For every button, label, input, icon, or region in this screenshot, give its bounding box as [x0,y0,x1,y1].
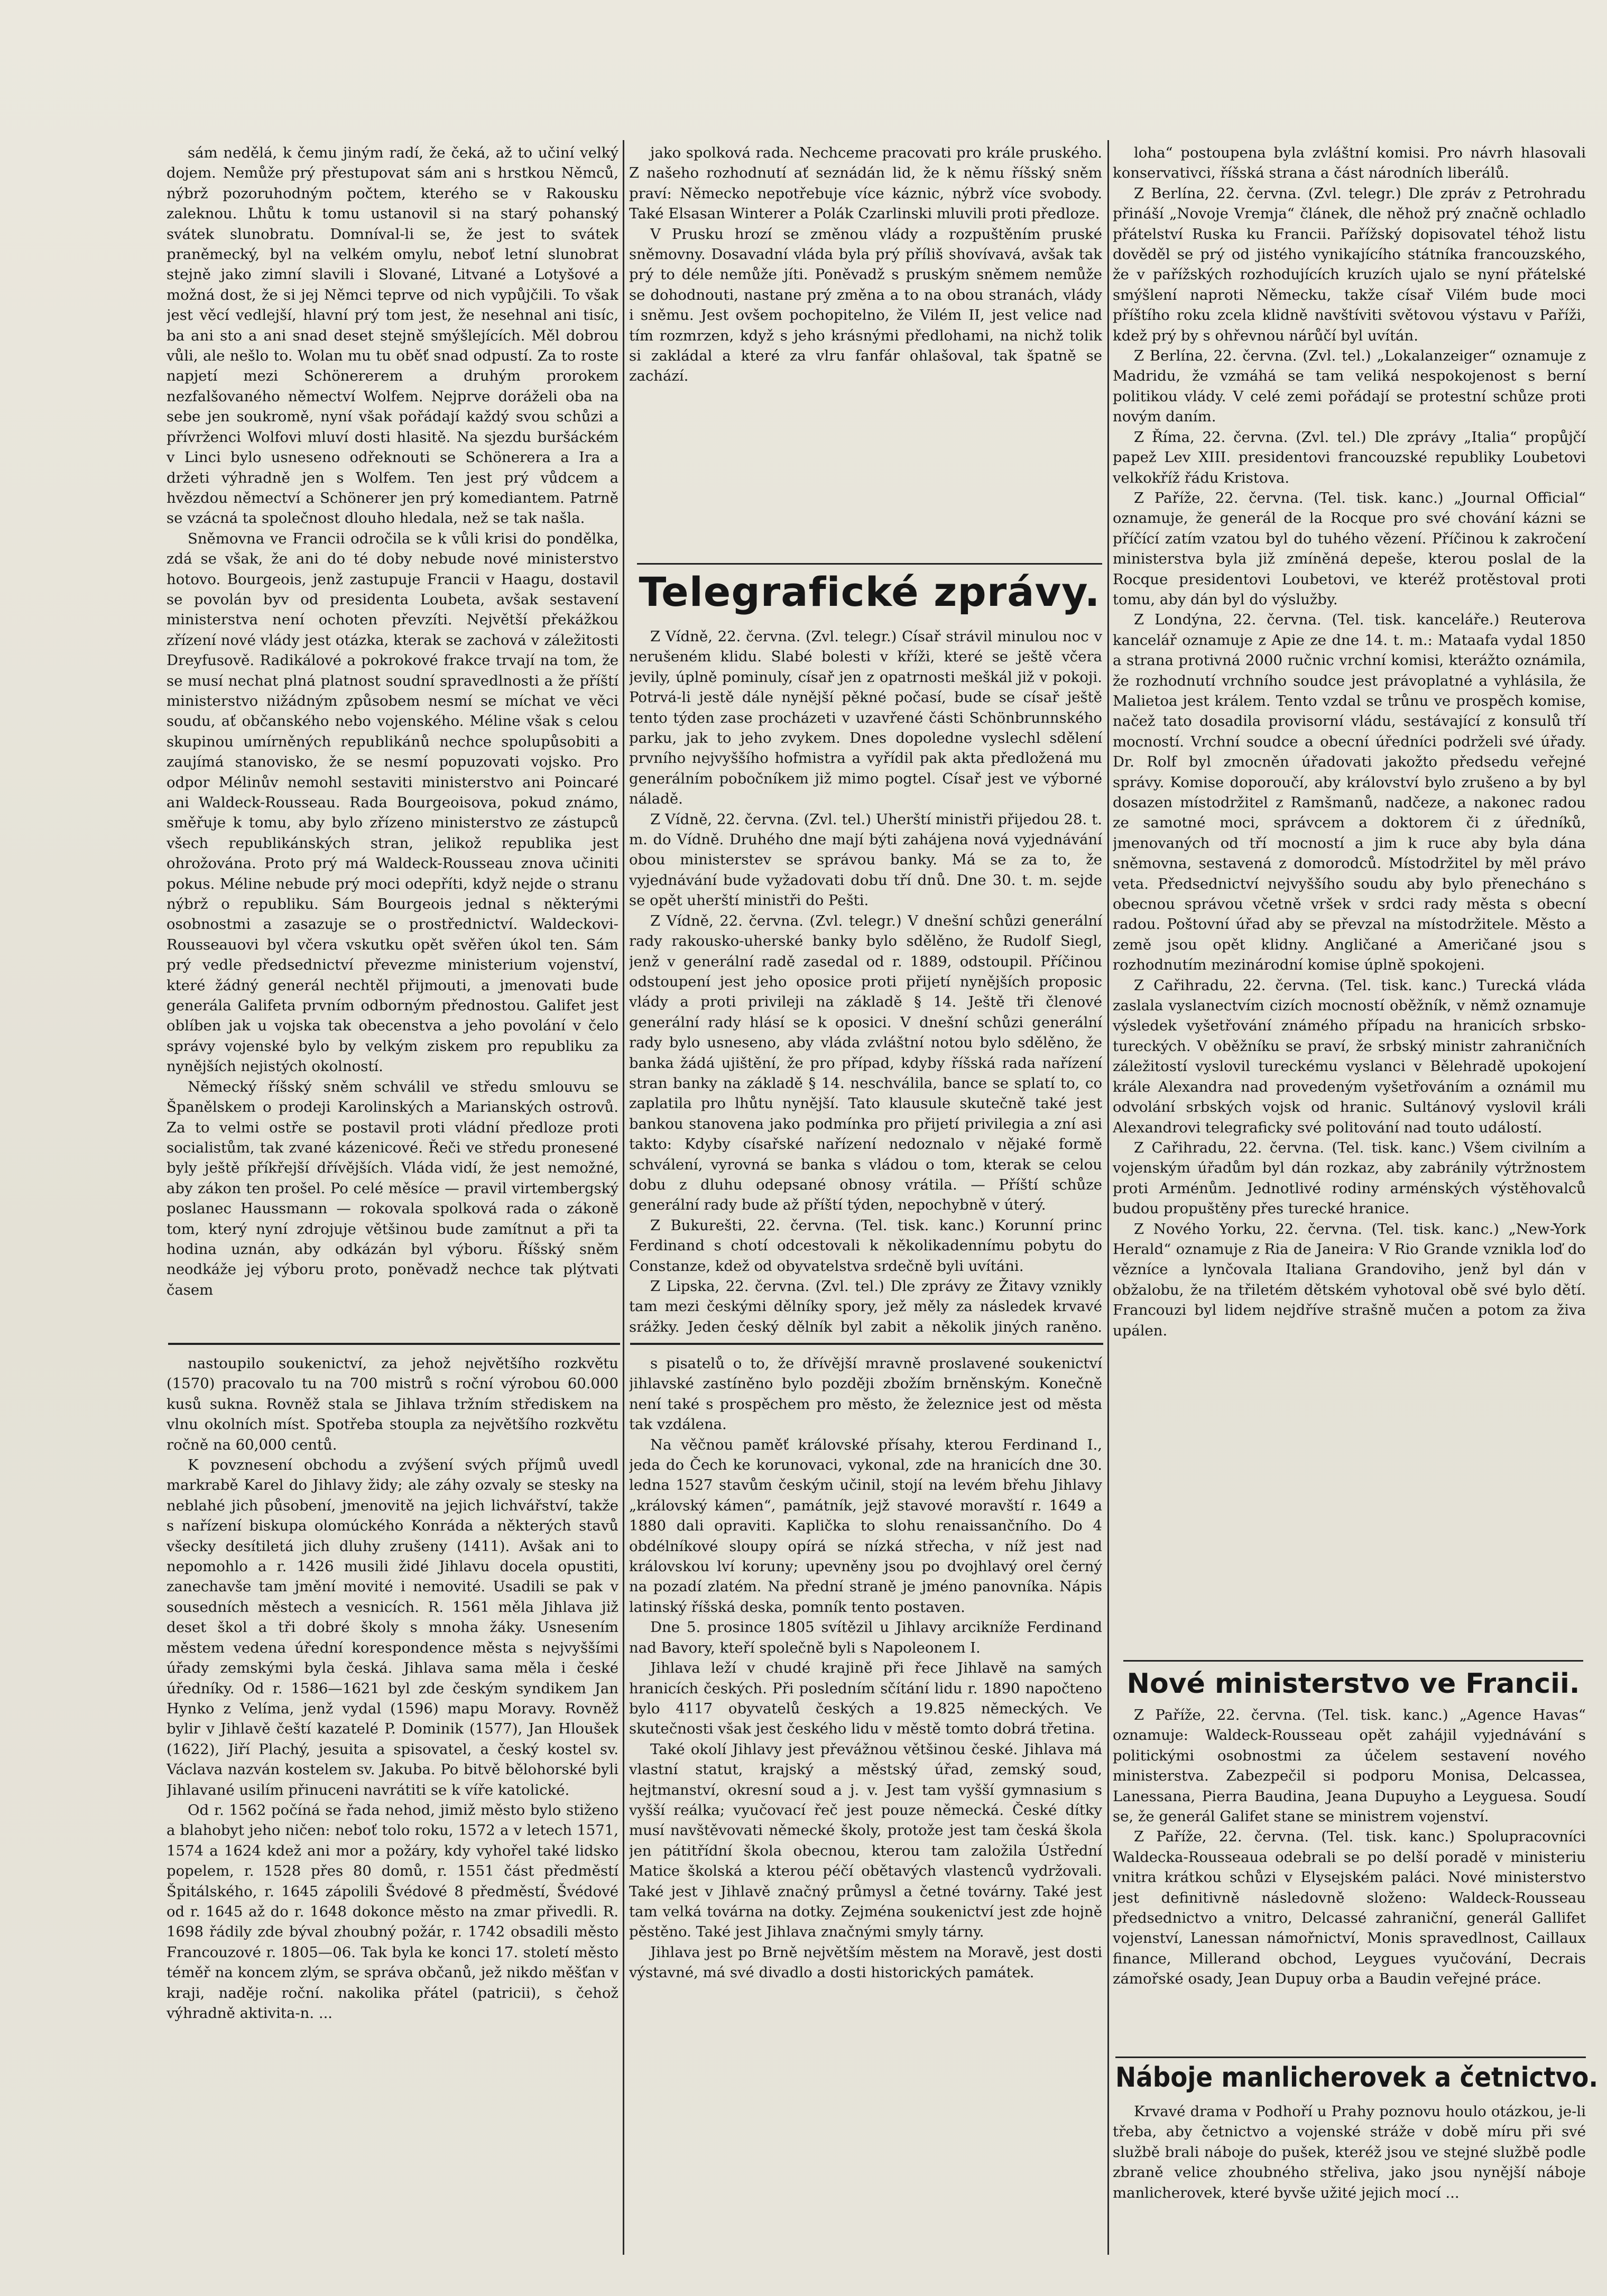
telegram: Z Vídně, 22. června. (Zvl. telegr.) Císař strávil minulou noc v nerušeném klidu. Slabé bolesti v kříži, které se ještě včera jevily, úplně pominuly, císař jen z opatrnosti meškál již v pokoji. Potrvá-li jestě dále nynější pěkné počasí, bude se císař ještě tento týden zase procházeti v uzavřené části Schönbrunnského parku, jak to jeho zvykem. Dnes dopoledne vyslechl sdělení prvního nejvyššího hofmistra a vyřídil pak akta předložená mu generálním pobočníkem již mimo pogtel. Císař jest ve výborné náladě. [629,628,1102,808]
paragraph: Dne 5. prosince 1805 svítězil u Jihlavy arcikníže Ferdinand nad Bavory, kteří společně byli s Napoleonem I. [629,1619,1102,1656]
section-rule-left [168,1343,620,1345]
telegram: loha“ postoupena byla zvláštní komisi. Pro návrh hlasovali konservativci, říšská strana a část národních liberálů. [1113,144,1586,182]
telegrams-heading: Telegrafické zprávy. [639,568,1101,615]
ministry-heading: Nové ministerstvo ve Francii. [1126,1668,1580,1700]
column-1-lower [167,1353,618,2136]
telegram: Z Paříže, 22. června. (Tel. tisk. kanc.) „Agence Havas“ oznamuje: Waldeck-Rousseau opět zahájil vyjednávání s politickými osobnostmi za účelem sestavení nového ministerstva. Zabezpečil si podporu Monisa, Delcassea, Lanessana, Pierra Baudina, Jeana Dupuyho a Leyguesa. Soudí se, že generál Galifet stane se ministrem vojenství. [1113,1707,1586,1825]
paragraph: Sněmovna ve Francii odročila se k vůli krisi do pondělka, zdá se však, že ani do té doby nebude nové ministerstvo hotovo. Bourgeois, jenž zastupuje Francii v Haagu, dostavil se povolán byv od presidenta Loubeta, avšak sestavení ministerstva není ochoten převzíti. Největší překážkou zřízení nové vlády jest otázka, kterak se zachová v záležitosti Dreyfusově. Radikálové a pokrokové frakce trvají na tom, že se musí nechat plná platnost soudní spravedlnosti a že příští ministerstvo nižádným způsobem nesmí se míchat ve věci soudu, ať občanského nebo vojenského. Méline však s celou skupinou umírněných republikánů nechce spolupůsobiti a zaujímá stanovisko, že se nesmí popuzovati vojsko. Pro odpor Mélinův nemohl sestaviti ministerstvo ani Poincaré ani Waldeck-Rousseau. Rada Bourgeoisova, pokud známo, směřuje k tomu, aby bylo zřízeno ministerstvo ze zástupců všech republikánských stran, jelikož republika jest ohrožována. Proto prý má Waldeck-Rousseau znova učiniti pokus. Méline nebude prý moci odepříti, když nejde o stranu nýbrž o republiku. Sám Bourgeois jednal s některými osobnostmi a zasazuje se o prostřednictví. Waldeckovi-Rousseauovi byl včera vskutku opět svěřen úkol ten. Sám prý vedle předsednictví převezme ministerium vojenství, které žádný generál nechtěl přijmouti, a jmenovati bude generála Galifeta prvním odborným přednostou. Galifet jest oblíben jak u vojska tak obecenstva a jeho povolání v čelo správy vojenské bylo by velkým ziskem pro republiku za nynějších nejistých okolností. [167,530,618,1075]
telegram: Z Nového Yorku, 22. června. (Tel. tisk. kanc.) „New-York Herald“ oznamuje z Ria de Janeira: V Rio Grande vznikla loď do vězníce a lynčovala Italiana Grandoviho, jenž byl dán v obžalobu, že na třiletém dětském vyhotoval obě své bylo dětí. Francouzi byl lidem nejdříve strašně mučen a potom za živa upálen. [1113,1220,1586,1339]
paragraph: Jihlava jest po Brně největším městem na Moravě, jest dosti výstavné, má své divadlo a dosti historických památek. [629,1943,1102,1981]
section-rule-middle [630,1343,1103,1345]
heading-rule-top [637,563,1102,565]
paragraph: Krvavé drama v Podhoří u Prahy poznovu houlo otázkou, je-li třeba, aby četnictvo a vojenské stráže v době míru při své službě brali náboje do pušek, kteréž jsou ve stejné službě podle zbraně velice zhoubného střeliva, jako jsou nynější náboje manlicherovek, které byvše užité jejich mocí ... [1113,2103,1586,2201]
telegram: Z Paříže, 22. června. (Tel. tisk. kanc.) „Journal Official“ oznamuje, že generál de la Rocque pro své chování kázni se příčící zatím vzatou byl do tuhého vězení. Příčinou k zakročení ministerstva byla již zmíněná depeše, kterou poslal de la Rocque presidentovi Loubetovi, ve kteréž protěstoval proti tomu, aby dán byl do výslužby. [1113,489,1586,608]
ammo-heading: Náboje manlicherovek a četnictvo. [1115,2062,1599,2094]
column-3-lower [1113,2101,1586,2207]
column-2-lower [629,1353,1102,2136]
telegram: Z Říma, 22. června. (Zvl. tel.) Dle zprávy „Italia“ propůjčí papež Lev XIII. presidentovi francouzské republiky Loubetovi velkokříž řádu Kristova. [1113,428,1586,486]
paragraph: Německý říšský sněm schválil ve středu smlouvu se Španělskem o prodeji Karolinských a Marianských ostrovů. Za to velmi ostře se postavil proti vládní předloze proti socialistům, tak zvané kázenicové. Řeči ve středu pronesené byly ještě příkřejší dřívějších. Vláda vidí, že jest nemožné, aby zákon ten prošel. Po celé měsíce — pravil virtembergský poslanec Haussmann — rokovala spolková rada o zákoně tom, který nyní zdrojuje většinou bude zamítnut a při ta hodina uznán, aby odkázán byl výboru. Říšský sněm neodkáže jej výboru proto, poněvadž nechce tak plýtvati časem [167,1078,618,1298]
heading-rule-ministry [1123,1660,1583,1662]
paragraph: sám nedělá, k čemu jiným radí, že čeká, až to učiní velký dojem. Nemůže prý přestupovat sám ani s hrstkou Němců, nýbrž pozoruhodným počtem, kterého se v Rakousku zaleknou. Lhůtu k tomu ustanovil si na starý pohanský svátek slunobratu. Domníval-li se, že jest to svátek praněmecký, byl na velkém omylu, neboť letní slunobrat stejně jako zimní slavili i Slované, Litvané a Lotyšové a možná dost, že si jej Němci teprve od nich vypůjčili. To však jest věcí vedlejší, hlavní prý tom jest, že nesehnal ani tisíc, ba ani sto a ani snad deset stejně smýšlejících. Měl dobrou vůli, ale nešlo to. Wolan mu tu oběť snad odpustí. Za to roste napjetí mezi Schönererem a druhým prorokem nezfalšovaného němectví Wolfem. Nejprve doráželi oba na sebe jen soukromě, nyní však pořádají každý svou schůzi a přívrženci Wolfovi mluví dosti hlasitě. Na sjezdu buršáckém v Linci bylo usneseno odřeknouti se Schönerera a Ira a držeti výhradně jen s Wolfem. Ten jest prý vůdcem a hvězdou němectví a Schönerer jen prý komediantem. Patrně se vzácná ta společnost dlouho hledala, než se tak našla. [167,144,618,527]
telegram: Z Bukurešti, 22. června. (Tel. tisk. kanc.) Korunní princ Ferdinand s chotí odcestovali k několikadennímu pobytu do Constanze, kdež od obyvatelstva srdečně byli uvítáni. [629,1216,1102,1275]
column-1-upper [167,143,618,1332]
column-2-telegrams [629,626,1102,1338]
telegram: Z Paříže, 22. června. (Tel. tisk. kanc.) Spolupracovníci Waldecka-Rousseaua odebrali se po delší poradě v ministeriu vnitra krátkou schůzi v Elysejském paláci. Nové ministerstvo jest definitivně následovně složeno: Waldeck-Rousseau předsednictvo a vnitro, Delcassé zahraniční, generál Gallifet vojenství, Lanessan námořnictví, Monis spravedlnost, Caillaux finance, Millerand obchod, Leygues vyučování, Decrais zámořské osady, Jean Dupuy orba a Baudin veřejné práce. [1113,1828,1586,1988]
paragraph: Jihlava leží v chudé krajině při řece Jihlavě na samých hranicích českých. Při posledním sčítání lidu r. 1890 napočteno bylo 4117 obyvatelů českých a 19.825 německých. Ve skutečnosti však jest českého lidu v městě tomto dobrá třetina. [629,1659,1102,1738]
column-3-upper [1113,143,1586,1639]
paragraph: Od r. 1562 počíná se řada nehod, jimiž město bylo stiženo a blahobyt jeho ničen: neboť tolo roku, 1572 a v letech 1571, 1574 a 1624 kdež ani mor a požáry, kdy vyhořel také lidsko popelem, r. 1528 přes 80 domů, r. 1551 část předměstí Špitálského, r. 1645 zápolili Švédové 8 předměstí, Švédové od r. 1645 až do r. 1648 dokonce město na zmar přivedli. R. 1698 řádily zde býval zhoubný požár, r. 1742 obsadili město Francouzové r. 1805—06. Tak byla ke konci 17. století město téměř na koncem zlým, se správa občanů, jež nikdo měšťan v kraji, naděje roční. nakolika přátel (patricii), s čehož výhradně aktivita-n. ... [167,1801,618,2022]
telegram: Z Cařihradu, 22. června. (Tel. tisk. kanc.) Všem civilním a vojenským úřadům byl dán rozkaz, aby zabránily výtržnostem proti Arménům. Jednotlivé rodiny arménských výstěhovalců budou propuštěny přes turecké hranice. [1113,1139,1586,1218]
paragraph: Na věčnou paměť královské přísahy, kterou Ferdinand I., jeda do Čech ke korunovaci, vykonal, zde na hranicích dne 30. ledna 1527 stavům českým učinil, stojí na levém břehu Jihlavy „královský kámen“, památník, jejž stavové moravští r. 1649 a 1880 dali opraviti. Kaplička to slohu renaissančního. Do 4 obdélníkové sloupy opírá se nízká střecha, v níž jest nad královskou lví koruny; upevněny jsou po dvojhlavý orel černý na pozadí zlatém. Na přední straně je jméno panovníka. Nápis latinský říšská deska, pomník tento postaven. [629,1436,1102,1616]
paragraph: nastoupilo soukenictví, za jehož největšího rozkvětu (1570) pracovalo tu na 700 mistrů s roční výrobou 60.000 kusů sukna. Rovněž stala se Jihlava tržním střediskem na vlnu okolních míst. Spotřeba stoupla za největšího rozkvětu ročně na 60,000 centů. [167,1355,618,1453]
column-2-upper [629,143,1102,560]
column-rule-right [1107,140,1109,2255]
telegram: Z Londýna, 22. června. (Tel. tisk. kanceláře.) Reuterova kancelář oznamuje z Apie ze dne 14. t. m.: Mataafa vydal 1850 a strana protivná 2000 ručnic vrchní komisi, kterážto oznámila, že rozhodnutí vrchního soudce jest právoplatné a vyhlásila, že Malietoa jest králem. Tento vzdal se trůnu ve prospěch komise, načež tato dosadila provisorní vládu, sestávající z konsulů tří mocností. Vrchní soudce a obecní úředníci podrželi své úřady. Dr. Rolf byl zmocněn úřadovati jakožto předsedu veřejné správy. Komise doporoučí, aby království bylo zrušeno a by byl dosazen místodržitel z Ramšmanů, nadčeze, a nakonec radou ze samotné moci, správcem a doktorem či z úředníků, jmenovaných od tří mocností a jim k ruce aby byla dána sněmovna, sestavená z domorodců. Místodržitel by měl právo veta. Předsednictví nejvyššího soudu aby bylo přenecháno s obecnou správou včetně vršek v srdci rady města s obecní radou. Poštovní úřad aby se převzal na místodržitele. Město a země jsou opět klidny. Angličané a Američané jsou s rozhodnutím mezinárodní komise úplně spokojeni. [1113,611,1586,974]
paragraph: jako spolková rada. Nechceme pracovati pro krále pruského. Z našeho rozhodnutí ať seznádán lid, že k němu říšský sněm praví: Německo nepotřebuje více káznic, nýbrž více svobody. Také Elsasan Winterer a Polák Czarlinski mluvili proti předloze. [629,144,1102,223]
column-rule-left [623,140,624,2255]
heading-rule-ammo [1115,2057,1586,2058]
telegram: Z Vídně, 22. června. (Zvl. tel.) Uherští ministři přijedou 28. t. m. do Vídně. Druhého dne mají býti zahájena nová vyjednávání obou ministerstev se správou banky. Má se za to, že vyjednávání bude vyžadovati dobu tří dnů. Dne 30. t. m. sejde se opět uherští ministři do Pešti. [629,810,1102,909]
telegram: Z Cařihradu, 22. června. (Tel. tisk. kanc.) Turecká vláda zaslala vyslanectvím cizích mocností oběžník, v němž oznamuje výsledek vyšetřování známého případu na hranicích srbsko-tureckých. V oběžníku se praví, že srbský ministr zahraničních záležitostí vyslovil tureckému vyslanci v Bělehradě upokojení krále Alexandra nad provedeným vyšetřováním a oznámil mu odvolání srbských vojsk od hranic. Sultánový vyslovil králi Alexandrovi telegraficky své politování nad touto událostí. [1113,976,1586,1136]
telegram: Z Vídně, 22. června. (Zvl. telegr.) V dnešní schůzi generální rady rakousko-uherské banky bylo sdělěno, že Rudolf Siegl, jenž v generální radě zasedal od r. 1889, odstoupil. Příčinou odstoupení jest jeho oposice proti přijetí nynějších proposic vlády a proti privileji na základě § 14. Ještě tři členové generální rady hlásí se k oposici. V dnešní schůzi generální rady bylo usneseno, aby vláda zvláštní notou bylo sdělěno, že banka žádá ujištění, že pro případ, kdyby říšská rada nařízení stran banky na základě § 14. neschválila, bance se splatí to, co zaplatila pro lhůtu nynější. Tato klausule skutečně také jest bankou stanovena jako podmínka pro přijetí privilegia a zní asi takto: Kdyby císařské nařízení nedoznalo v nějaké formě schválení, vyrovná se banka s vládou o tom, kterak se celou dobu z dluhu odepsané obnosy vrátila. — Příští schůze generální rady bude až příští týden, nepochybně v úterý. [629,912,1102,1214]
paragraph: K povznesení obchodu a zvýšení svých příjmů uvedl markrabě Karel do Jihlavy židy; ale záhy ozvaly se stesky na neblahé jich působení, jmenovitě na jejich lichvářství, takže s nařízení biskupa olomúckého Konráda a některých stavů všecky desítiletá jich dluhy zrušeny (1411). Avšak ani to nepomohlo a r. 1426 musili židé Jihlavu docela opustiti, zanechavše tam jmění movité i nemovité. Usadili se pak v sousedních městech a vesnicích. R. 1561 měla Jihlava již deset škol a tři dobré školy s mnoha žáky. Usnesením městem vedena úřední korespondence města s nejvyššími úřady zemskými byla česká. Jihlava sama měla i české úředníky. Od r. 1586—1621 byl zde českým syndikem Jan Hynko z Velíma, jenž vydal (1596) mapu Moravy. Rovněž bylir v Jihlavě čeští kazatelé P. Dominik (1577), Jan Hloušek (1622), Jiří Plachý, jesuita a spisovatel, a český kostel sv. Václava nazván kostelem sv. Jakuba. Po bitvě bělohorské byli Jihlavané usilím přinuceni navrátiti se k víře katolické. [167,1456,618,1799]
telegram: Z Lipska, 22. června. (Zvl. tel.) Dle zprávy ze Žitavy vznikly tam mezi českými dělníky spory, jež měly za následek krvavé srážky. Jeden český dělník byl zabit a několik jiných raněno. [629,1278,1102,1335]
paragraph: V Prusku hrozí se změnou vlády a rozpuštěním pruské sněmovny. Dosavadní vláda byla prý příliš shovívavá, avšak tak prý to déle nemůže jíti. Poněvadž s pruským sněmem nemůže se dohodnouti, nastane prý změna a to na obou stranách, vlády i sněmu. Jest ovšem pochopitelno, že Vilém II, jest velice nad tím rozmrzen, když s jeho krásnými předlohami, na nichž tolik si zakládal a které za vlru fanfár ohlašoval, tak špatně se zachází. [629,225,1102,385]
telegram: Z Berlína, 22. června. (Zvl. tel.) „Lokalanzeiger“ oznamuje z Madridu, že vzmáhá se tam veliká nespokojenost s berní politikou vlády. V celé zemi pořádají se protestní schůze proti novým daním. [1113,347,1586,426]
paragraph: Také okolí Jihlavy jest převážnou většinou české. Jihlava má vlastní statut, krajský a městský úřad, zemský soud, hejtmanství, okresní soud a j. v. Jest tam vyšší gymnasium s vyšší reálka; vyučovací řeč jest pouze německá. České dítky musí navštěvovati německé školy, protože jest tam česká škola jen pátitřídní škola obecnou, kterou tam založila Ústřední Matice školská a kterou péčí obětavých vlastenců vydržovali. Také jest v Jihlavě značný průmysl a četné továrny. Také jest tam velká továrna na dotky. Zejména soukenictví jest zde hojně pěstěno. Také jest Jihlava značnými smyly tárny. [629,1740,1102,1941]
paragraph: s pisatelů o to, že dřívější mravně proslavené soukenictví jihlavské zastíněno bylo později zbožím brněnským. Konečně není také s prospěchem pro město, že železnice jest od města tak vzdálena. [629,1355,1102,1433]
telegram: Z Berlína, 22. června. (Zvl. telegr.) Dle zpráv z Petrohradu přináší „Novoje Vremja“ článek, dle něhož prý značně ochladlo přátelství Ruska ku Francii. Pařížský dopisovatel téhož listu dověděl se prý od jistého vynikajícího státníka francouzského, že v pařížských rozhodujících kruzích ujalo se nyní přátelské smýšlení naproti Německu, takže císař Vilém bude moci příštího roku zcela klidně navštíviti světovou výstavu v Paříži, kdež prý by s ohřevnou nárůčí byl uvítán. [1113,185,1586,344]
column-3-ministry [1113,1705,1586,2054]
